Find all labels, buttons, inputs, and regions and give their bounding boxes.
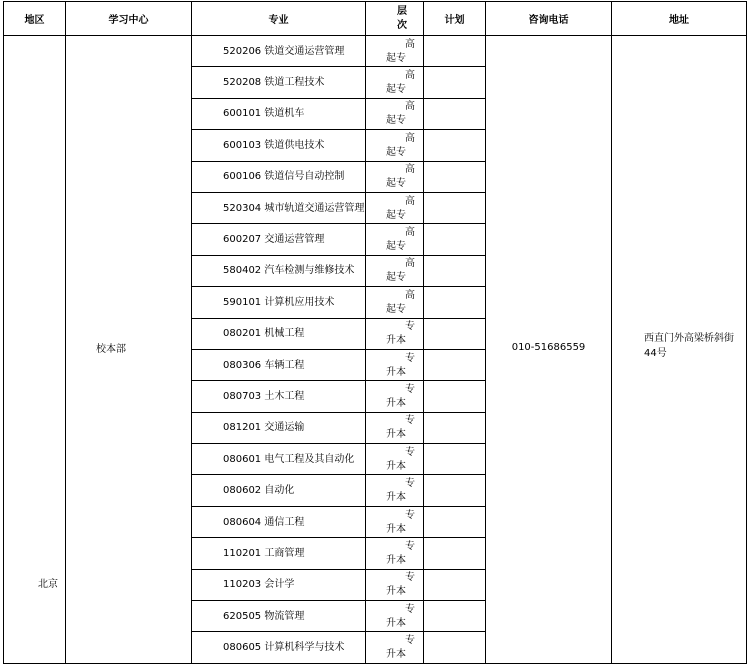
level-line1: 高	[405, 101, 415, 113]
level-line1: 高	[405, 195, 415, 207]
level-line2: 起专	[386, 178, 406, 190]
major-cell	[192, 475, 366, 506]
major-cell	[192, 601, 366, 632]
level-line1: 专	[405, 635, 415, 647]
major-label: 580402 汽车检测与维修技术	[223, 265, 355, 277]
level-line1: 专	[405, 509, 415, 521]
major-cell	[192, 318, 366, 349]
plan-cell	[424, 318, 486, 349]
major-cell	[192, 444, 366, 475]
major-label: 600101 铁道机车	[223, 108, 305, 120]
major-label: 080201 机械工程	[223, 328, 305, 340]
level-cell	[366, 412, 424, 443]
level-line2: 起专	[386, 241, 406, 253]
level-line2: 升本	[386, 617, 406, 629]
enrollment-table	[3, 1, 747, 664]
level-cell	[366, 506, 424, 537]
major-label: 080601 电气工程及其自动化	[223, 453, 355, 465]
major-label: 080604 通信工程	[223, 516, 305, 528]
level-cell	[366, 601, 424, 632]
level-cell	[366, 255, 424, 286]
level-cell	[366, 632, 424, 663]
level-line2: 升本	[386, 335, 406, 347]
major-label: 600103 铁道供电技术	[223, 139, 325, 151]
header-level-line2: 次	[397, 19, 407, 31]
major-label: 080602 自动化	[223, 485, 295, 497]
level-line2: 升本	[386, 460, 406, 472]
level-cell	[366, 36, 424, 67]
level-line2: 升本	[386, 523, 406, 535]
level-line2: 起专	[386, 209, 406, 221]
level-line1: 高	[405, 227, 415, 239]
plan-cell	[424, 98, 486, 129]
level-line2: 起专	[386, 272, 406, 284]
table-body	[4, 36, 747, 664]
level-line1: 专	[405, 478, 415, 490]
major-cell	[192, 381, 366, 412]
plan-cell	[424, 506, 486, 537]
level-line1: 专	[405, 603, 415, 615]
header-major: 专业	[192, 2, 366, 36]
level-cell	[366, 444, 424, 475]
level-line2: 升本	[386, 366, 406, 378]
major-label: 620505 物流管理	[223, 610, 305, 622]
plan-cell	[424, 192, 486, 223]
major-cell	[192, 36, 366, 67]
header-row	[4, 2, 747, 36]
region-cell: 北京	[4, 36, 66, 664]
level-line2: 升本	[386, 492, 406, 504]
plan-cell	[424, 67, 486, 98]
level-line2: 起专	[386, 146, 406, 158]
phone-cell: 010-51686559	[486, 36, 612, 664]
major-label: 080703 土木工程	[223, 390, 305, 402]
major-cell	[192, 506, 366, 537]
plan-cell	[424, 255, 486, 286]
major-cell	[192, 287, 366, 318]
level-cell	[366, 98, 424, 129]
header-address: 地址	[612, 2, 747, 36]
plan-cell	[424, 130, 486, 161]
level-cell	[366, 192, 424, 223]
plan-cell	[424, 161, 486, 192]
header-region: 地区	[4, 2, 66, 36]
level-line1: 专	[405, 540, 415, 552]
level-line2: 升本	[386, 397, 406, 409]
header-level	[366, 2, 424, 36]
major-cell	[192, 161, 366, 192]
major-label: 110201 工商管理	[223, 547, 305, 559]
major-label: 600106 铁道信号自动控制	[223, 171, 345, 183]
level-line2: 升本	[386, 649, 406, 661]
plan-cell	[424, 538, 486, 569]
plan-cell	[424, 632, 486, 663]
level-line1: 专	[405, 352, 415, 364]
plan-cell	[424, 412, 486, 443]
level-cell	[366, 318, 424, 349]
plan-cell	[424, 224, 486, 255]
level-cell	[366, 224, 424, 255]
plan-cell	[424, 444, 486, 475]
level-line2: 升本	[386, 429, 406, 441]
major-cell	[192, 67, 366, 98]
major-label: 080306 车辆工程	[223, 359, 305, 371]
level-line2: 起专	[386, 303, 406, 315]
major-cell	[192, 632, 366, 663]
level-cell	[366, 349, 424, 380]
plan-cell	[424, 569, 486, 600]
level-cell	[366, 67, 424, 98]
major-label: 520206 铁道交通运营管理	[223, 45, 345, 57]
level-line2: 升本	[386, 554, 406, 566]
major-cell	[192, 255, 366, 286]
header-center: 学习中心	[66, 2, 192, 36]
table-row	[4, 36, 747, 67]
level-cell	[366, 381, 424, 412]
level-cell	[366, 130, 424, 161]
major-cell	[192, 538, 366, 569]
major-label: 081201 交通运输	[223, 422, 305, 434]
plan-cell	[424, 475, 486, 506]
level-line1: 高	[405, 70, 415, 82]
level-line1: 专	[405, 446, 415, 458]
major-cell	[192, 569, 366, 600]
level-cell	[366, 538, 424, 569]
header-phone: 咨询电话	[486, 2, 612, 36]
level-cell	[366, 475, 424, 506]
header-level-line1: 层	[397, 5, 407, 17]
major-cell	[192, 412, 366, 443]
major-cell	[192, 98, 366, 129]
level-line1: 高	[405, 38, 415, 50]
level-line2: 起专	[386, 115, 406, 127]
level-line1: 高	[405, 164, 415, 176]
major-label: 600207 交通运营管理	[223, 234, 325, 246]
plan-cell	[424, 36, 486, 67]
major-label: 520208 铁道工程技术	[223, 77, 325, 89]
level-cell	[366, 161, 424, 192]
level-line2: 起专	[386, 84, 406, 96]
major-cell	[192, 192, 366, 223]
plan-cell	[424, 381, 486, 412]
header-plan: 计划	[424, 2, 486, 36]
major-label: 590101 计算机应用技术	[223, 296, 335, 308]
major-cell	[192, 349, 366, 380]
major-label: 110203 会计学	[223, 579, 295, 591]
level-line1: 专	[405, 321, 415, 333]
level-line1: 专	[405, 383, 415, 395]
major-cell	[192, 224, 366, 255]
center-cell: 校本部	[66, 36, 192, 664]
level-cell	[366, 287, 424, 318]
level-line1: 高	[405, 258, 415, 270]
plan-cell	[424, 349, 486, 380]
address-cell: 西直门外高梁桥斜街44号	[612, 36, 747, 664]
major-label: 520304 城市轨道交通运营管理	[223, 202, 365, 214]
major-label: 080605 计算机科学与技术	[223, 642, 345, 654]
level-line2: 升本	[386, 586, 406, 598]
level-line1: 高	[405, 289, 415, 301]
level-line1: 专	[405, 572, 415, 584]
plan-cell	[424, 287, 486, 318]
level-line1: 专	[405, 415, 415, 427]
plan-cell	[424, 601, 486, 632]
level-line1: 高	[405, 132, 415, 144]
level-cell	[366, 569, 424, 600]
major-cell	[192, 130, 366, 161]
level-line2: 起专	[386, 52, 406, 64]
